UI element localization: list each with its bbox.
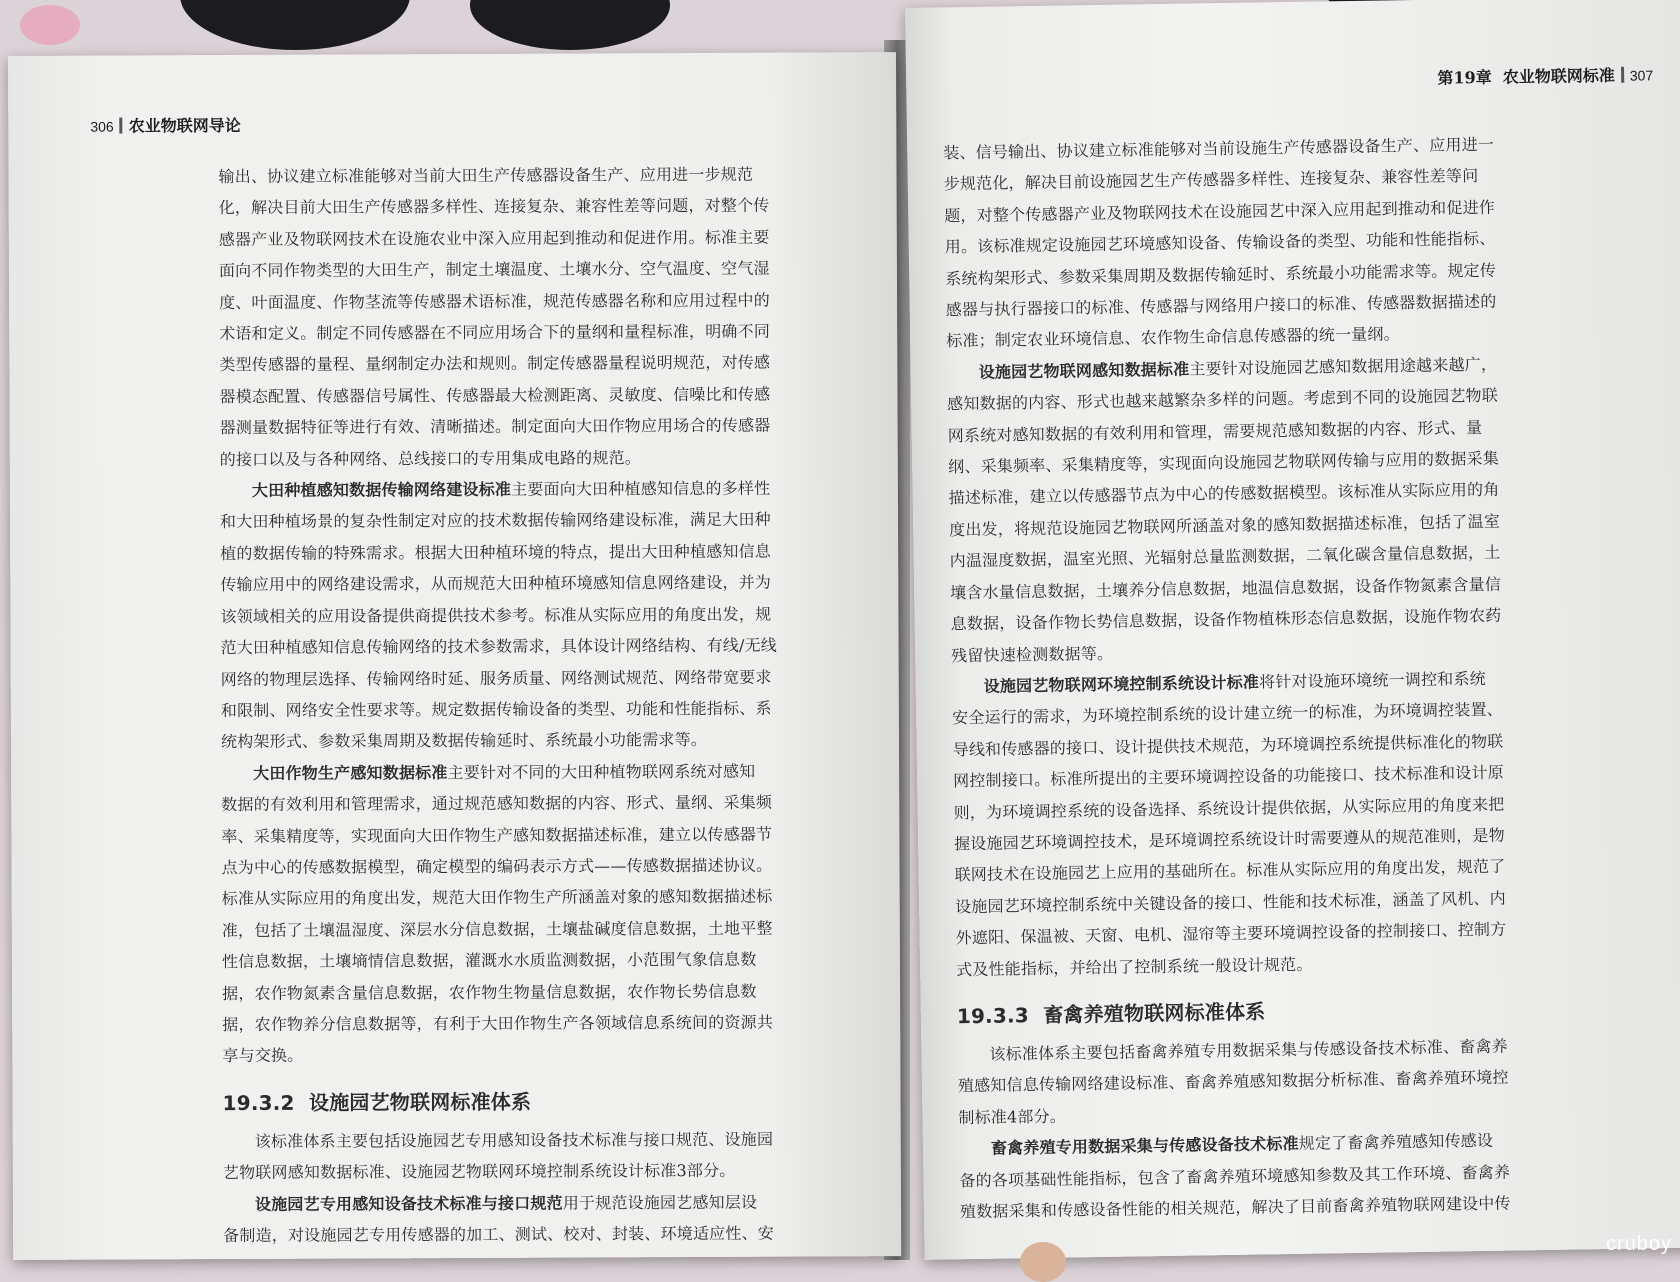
header-divider: [120, 118, 123, 134]
chapter-title: 农业物联网标准: [1502, 65, 1615, 87]
text-line: [219, 315, 859, 349]
fabric-pattern: [470, 0, 670, 50]
right-paragraphs-2: [957, 1029, 1608, 1228]
text-line: [222, 943, 862, 977]
text-line: [222, 881, 862, 915]
line-text: 享与交换。: [222, 1046, 304, 1066]
line-text: 内温湿度数据，温室光照、光辐射总量监测数据，二氧化碳含量信息数据，土: [949, 542, 1501, 571]
line-text: 殖感知信息传输网络建设标准、畜禽养殖感知数据分析标准、畜禽养殖环境控: [957, 1068, 1509, 1096]
fabric-pattern: [20, 5, 80, 45]
line-text: 的接口以及与各种网络、总线接口的专用集成电路的规范。: [219, 447, 642, 469]
line-text: 规定了畜禽养殖感知传感设: [1298, 1131, 1494, 1154]
line-text: 主要针对不同的大田种植物联网系统对感知: [447, 761, 756, 782]
line-text: 主要面向大田种植感知信息的多样性: [511, 478, 771, 499]
text-line: [222, 975, 862, 1009]
line-text: 标准；制定农业环境信息、农作物生命信息传感器的统一量纲。: [946, 324, 1400, 351]
bold-term: 设施园艺物联网感知数据标准: [978, 359, 1190, 382]
text-line: [219, 253, 859, 287]
line-text: 传输应用中的网络建设需求，从而规范大田种植环境感知信息网络建设，并为: [220, 572, 772, 595]
header-divider: [1621, 67, 1624, 83]
left-paragraphs-2: [223, 1123, 864, 1251]
section-number: 19.3.2: [222, 1090, 295, 1115]
text-line: [222, 1006, 862, 1040]
section-heading: [223, 1085, 863, 1118]
right-page-body: [943, 127, 1608, 1227]
line-text: 系统构架形式、参数采集周期及数据传输延时、系统最小功能需求等。规定传: [945, 260, 1497, 289]
text-line: [221, 692, 861, 726]
text-line: [220, 567, 860, 601]
line-text: 备的各项基础性能指标，包含了畜禽养殖环境感知参数及其工作环境、畜禽养: [959, 1162, 1511, 1190]
bold-term: 大田作物生产感知数据标准: [253, 762, 448, 783]
line-text: 和大田种植场景的复杂性制定对应的技术数据传输网络建设标准，满足大田种: [219, 510, 771, 532]
section-heading: [957, 991, 1605, 1031]
text-line: [221, 724, 861, 758]
text-line: [223, 1186, 863, 1220]
page-number: 306: [90, 118, 114, 135]
line-text: 标准从实际应用的角度出发，规范大田作物生产所涵盖对象的感知数据描述标: [221, 887, 773, 909]
line-text: 用于规范设施园艺感知层设: [562, 1192, 758, 1213]
line-text: 导线和传感器的接口、设计提供技术规范，为环境调控系统提供标准化的物联: [952, 731, 1504, 760]
text-line: [219, 347, 859, 381]
left-page-body: [218, 158, 863, 1251]
line-text: 术语和定义。制定不同传感器在不同应用场合下的量纲和量程标准，明确不同: [219, 321, 771, 344]
line-text: 式及性能指标，并给出了控制系统一般设计规范。: [955, 954, 1313, 979]
text-line: [220, 410, 860, 444]
line-text: 残留快速检测数据等。: [951, 643, 1114, 665]
book-title: 农业物联网导论: [128, 115, 241, 136]
text-line: [220, 598, 860, 632]
text-line: [223, 1123, 863, 1157]
line-text: 器模态配置、传感器信号属性、传感器最大检测距离、灵敏度、信噪比和传感: [219, 384, 771, 406]
bold-term: 设施园艺物联网环境控制系统设计标准: [983, 672, 1260, 696]
line-text: 感器产业及物联网技术在设施农业中深入应用起到推动和促进作用。标准主要: [218, 227, 770, 249]
text-line: [219, 221, 859, 255]
text-line: [220, 472, 860, 506]
line-text: 备制造，对设施园艺专用传感器的加工、测试、校对、封装、环境适应性、安: [223, 1223, 774, 1246]
line-text: 网络的物理层选择、传输网络时延、服务质量、网络测试规范、网络带宽要求: [220, 667, 772, 689]
right-page-header: [1437, 62, 1653, 88]
right-paragraphs: [943, 127, 1604, 985]
left-paragraphs: [218, 158, 862, 1072]
line-text: 该领域相关的应用设备提供商提供技术参考。标准从实际应用的角度出发，规: [220, 604, 772, 626]
line-text: 装、信号输出、协议建立标准能够对当前设施生产传感器设备生产、应用进一: [943, 134, 1495, 163]
line-text: 化，解决目前大田生产传感器多样性、连接复杂、兼容性差等问题，对整个传: [218, 196, 770, 218]
line-text: 据，农作物氮素含量信息数据，农作物生物量信息数据，农作物长势信息数: [222, 981, 757, 1003]
text-line: [223, 1217, 863, 1251]
text-line: [222, 912, 862, 946]
text-line: [221, 786, 861, 820]
text-line: [221, 818, 861, 852]
thumb: [1020, 1242, 1066, 1282]
line-text: 联网技术在设施园艺上应用的基础所在。标准从实际应用的角度出发，规范了: [954, 857, 1506, 885]
line-text: 外遮阳、保温被、天窗、电机、湿帘等主要环境调控设备的控制接口、控制方: [955, 919, 1507, 948]
chapter-label: 第19章: [1437, 67, 1492, 88]
text-line: [221, 661, 861, 695]
text-line: [218, 158, 858, 192]
text-line: [220, 441, 860, 475]
line-text: 和限制、网络安全性要求等。规定数据传输设备的类型、功能和性能指标、系: [220, 698, 772, 720]
watermark: cruboy: [1605, 1233, 1672, 1255]
line-text: 网系统对感知数据的有效利用和管理，需要规范感知数据的内容、形式、量: [947, 417, 1483, 446]
right-page: [905, 0, 1680, 1260]
line-text: 艺物联网感知数据标准、设施园艺物联网环境控制系统设计标准3部分。: [222, 1161, 736, 1183]
line-text: 该标准体系主要包括设施园艺专用感知设备技术标准与接口规范、设施园: [254, 1129, 774, 1151]
line-text: 度出发，将规范设施园艺物联网所涵盖对象的感知数据描述标准，包括了温室: [949, 511, 1501, 540]
line-text: 描述标准，建立以传感器节点为中心的传感数据模型。该标准从实际应用的角: [948, 480, 1500, 508]
line-text: 握设施园艺环境调控技术，是环境调控系统设计时需要遵从的规范准则，是物: [953, 825, 1506, 854]
line-text: 用。该标准规定设施园艺环境感知设备、传输设备的类型、功能和性能指标、: [944, 228, 1496, 257]
bold-term: 大田种植感知数据传输网络建设标准: [251, 479, 512, 501]
line-text: 植的数据传输的特殊需求。根据大田种植环境的特点，提出大田种植感知信息: [220, 541, 772, 563]
line-text: 准，包括了土壤温湿度、深层水分信息数据，土壤盐碱度信息数据，土地平整: [221, 918, 773, 940]
text-line: [219, 378, 859, 412]
left-page: [8, 52, 901, 1260]
text-line: [219, 190, 859, 224]
text-line: [223, 1154, 863, 1188]
line-text: 息数据，设备作物长势信息数据，设备作物植株形态信息数据，设施作物农药: [950, 605, 1502, 634]
text-line: [220, 504, 860, 538]
line-text: 率、采集精度等，实现面向大田作物生产感知数据描述标准，建立以传感器节: [221, 824, 773, 846]
line-text: 殖数据采集和传感设备性能的相关规范，解决了目前畜禽养殖物联网建设中传: [959, 1193, 1511, 1222]
line-text: 该标准体系主要包括畜禽养殖专用数据采集与传感设备技术标准、畜禽养: [989, 1036, 1508, 1064]
line-text: 统构架形式、参数采集周期及数据传输延时、系统最小功能需求等。: [220, 730, 708, 752]
line-text: 感器与执行器接口的标准、传感器与网络用户接口的标准、传感器数据描述的: [945, 291, 1497, 320]
line-text: 感知数据的内容、形式也越来越繁杂多样的问题。考虑到不同的设施园艺物联: [947, 385, 1499, 414]
left-page-header: [90, 113, 240, 137]
line-text: 主要针对设施园艺感知数据用途越来越广，: [1189, 354, 1498, 379]
line-text: 安全运行的需求，为环境控制系统的设计建立统一的标准，为环境调控装置、: [952, 700, 1504, 728]
line-text: 器测量数据特征等进行有效、清晰描述。制定面向大田作物应用场合的传感器: [219, 415, 771, 438]
bold-term: 设施园艺专用感知设备技术标准与接口规范: [254, 1193, 563, 1214]
text-line: [221, 755, 861, 789]
section-number: 19.3.3: [956, 1003, 1030, 1029]
page-number: 307: [1629, 67, 1654, 84]
text-line: [220, 535, 860, 569]
line-text: 步规范化，解决目前设施园艺生产传感器多样性、连接复杂、兼容性差等问: [943, 166, 1479, 194]
line-text: 纲、采集频率、采集精度等，实现面向设施园艺物联网传输与应用的数据采集: [948, 448, 1500, 477]
line-text: 数据的有效利用和管理需求，通过规范感知数据的内容、形式、量纲、采集频: [221, 792, 773, 815]
line-text: 输出、协议建立标准能够对当前大田生产传感器设备生产、应用进一步规范: [218, 164, 754, 187]
line-text: 将针对设施环境统一调控和系统: [1258, 668, 1486, 692]
line-text: 壤含水量信息数据，土壤养分信息数据，地温信息数据，设备作物氮素含量信: [950, 574, 1502, 603]
fabric-pattern: [180, 0, 410, 50]
line-text: 网控制接口。标准所提出的主要环境调控设备的功能接口、技术标准和设计原: [952, 762, 1505, 791]
text-line: [221, 629, 861, 663]
line-text: 制标准4部分。: [958, 1106, 1067, 1128]
line-text: 设施园艺环境控制系统中关键设备的接口、性能和技术标准，涵盖了风机、内: [954, 888, 1507, 917]
line-text: 范大田种植感知信息传输网络的技术参数需求，具体设计网络结构、有线/无线: [220, 635, 778, 658]
section-title: 畜禽养殖物联网标准体系: [1043, 999, 1266, 1027]
section-title: 设施园艺物联网标准体系: [308, 1089, 532, 1115]
line-text: 题，对整个传感器产业及物联网技术在设施园艺中深入应用起到推动和促进作: [944, 197, 1496, 226]
line-text: 面向不同作物类型的大田生产，制定土壤温度、土壤水分、空气温度、空气湿: [218, 258, 770, 281]
line-text: 度、叶面温度、作物茎流等传感器术语标准，规范传感器名称和应用过程中的: [219, 290, 770, 312]
line-text: 点为中心的传感数据模型，确定模型的编码表示方式——传感数据描述协议。: [221, 855, 773, 878]
line-text: 据，农作物养分信息数据等，有利于大田作物生产各领域信息系统间的资源共: [222, 1012, 774, 1035]
text-line: [221, 849, 861, 883]
bold-term: 畜禽养殖专用数据采集与传感设备技术标准: [990, 1134, 1299, 1158]
line-text: 则，为环境调控系统的设备选择、系统设计提供依据，从实际应用的角度来把: [953, 794, 1505, 822]
text-line: [219, 284, 859, 318]
text-line: [222, 1038, 862, 1072]
line-text: 类型传感器的量程、量纲制定办法和规则。制定传感器量程说明规范，对传感: [219, 353, 771, 375]
line-text: 性信息数据，土壤墒情信息数据，灌溉水水质监测数据，小范围气象信息数: [221, 949, 757, 972]
